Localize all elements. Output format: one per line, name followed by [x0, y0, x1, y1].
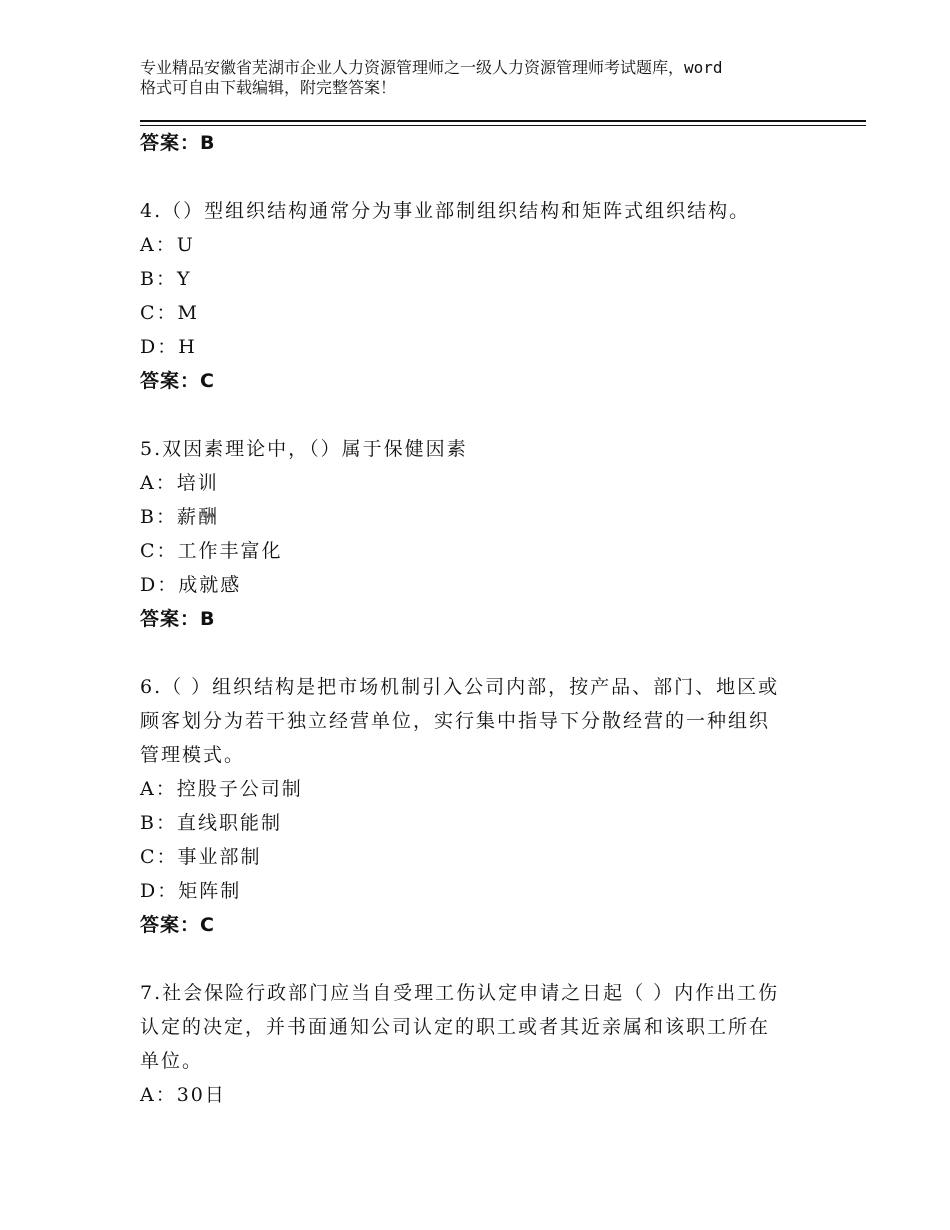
spacer — [140, 636, 840, 670]
spacer — [140, 160, 840, 194]
answer-previous: 答案：B — [140, 132, 216, 154]
document-header — [140, 58, 830, 98]
option-d: D：矩阵制 — [140, 880, 242, 902]
question-text-line-3: 管理模式。 — [140, 744, 246, 766]
option-c: C：工作丰富化 — [140, 540, 283, 562]
question-text: 4.（）型组织结构通常分为事业部制组织结构和矩阵式组织结构。 — [140, 200, 751, 222]
question-4 — [140, 194, 840, 398]
question-7 — [140, 976, 840, 1112]
option-a: A：U — [140, 234, 195, 256]
answer: 答案：B — [140, 608, 216, 630]
header-line-1: 专业精品安徽省芜湖市企业人力资源管理师之一级人力资源管理师考试题库，word — [140, 58, 723, 77]
option-a: A：控股子公司制 — [140, 778, 303, 800]
option-d: D：成就感 — [140, 574, 242, 596]
option-c: C：事业部制 — [140, 846, 262, 868]
question-text: 5.双因素理论中，（）属于保健因素 — [140, 438, 468, 460]
document-body — [140, 126, 840, 1112]
option-b: B：直线职能制 — [140, 812, 282, 834]
answer: 答案：C — [140, 914, 215, 936]
question-text-line-2: 认定的决定，并书面通知公司认定的职工或者其近亲属和该职工所在 — [140, 1016, 771, 1038]
question-text-line-1: 6.（ ）组织结构是把市场机制引入公司内部，按产品、部门、地区或 — [140, 676, 780, 698]
option-c: C：M — [140, 302, 199, 324]
option-d: D：H — [140, 336, 197, 358]
question-text-line-1: 7.社会保险行政部门应当自受理工伤认定申请之日起（ ）内作出工伤 — [140, 982, 780, 1004]
question-6 — [140, 670, 840, 942]
option-b: B：薪酬 — [140, 506, 219, 528]
option-a: A：培训 — [140, 472, 219, 494]
question-text-line-2: 顾客划分为若干独立经营单位，实行集中指导下分散经营的一种组织 — [140, 710, 771, 732]
question-text-line-3: 单位。 — [140, 1050, 204, 1072]
question-5 — [140, 432, 840, 636]
spacer — [140, 942, 840, 976]
header-rule-thick — [140, 120, 866, 122]
header-line-2: 格式可自由下载编辑，附完整答案！ — [140, 78, 397, 97]
option-b: B：Y — [140, 268, 192, 290]
spacer — [140, 398, 840, 432]
answer: 答案：C — [140, 370, 215, 392]
option-a: A：30日 — [140, 1084, 226, 1106]
